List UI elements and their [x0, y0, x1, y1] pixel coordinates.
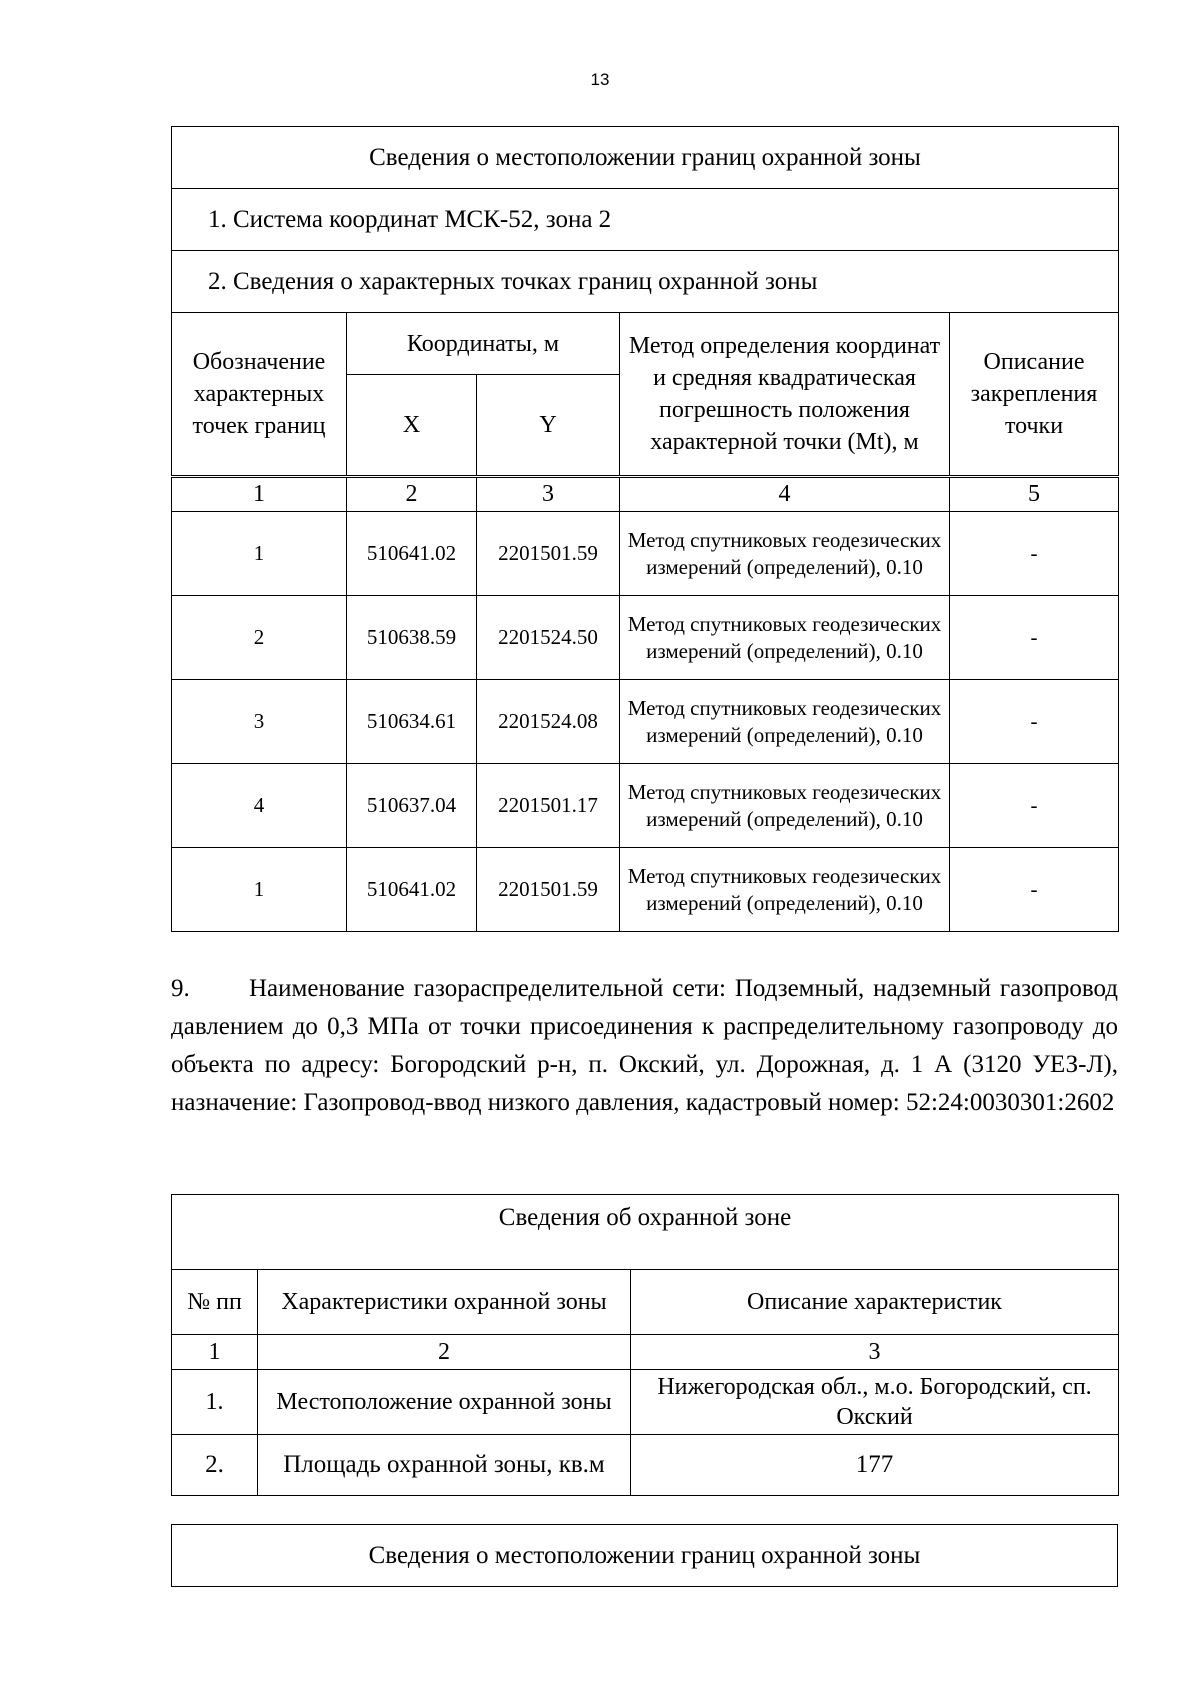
points-section-title: 2. Сведения о характерных точках границ охранной зоны	[172, 251, 1119, 313]
column-number: 1	[172, 477, 347, 512]
point-id: 4	[172, 764, 347, 848]
coordinate-system: 1. Система координат МСК-52, зона 2	[172, 189, 1119, 251]
header-x: X	[347, 375, 477, 477]
coord-y: 2201524.50	[477, 596, 620, 680]
column-number: 2	[258, 1335, 631, 1370]
method-cell: Метод спутниковых геодезических измерений (определений), 0.10	[620, 680, 950, 764]
table-row	[172, 512, 1119, 596]
header-characteristic-description: Описание характеристик	[631, 1270, 1119, 1335]
boundary-points-table	[171, 126, 1119, 932]
description-cell: -	[950, 764, 1119, 848]
table-row	[172, 1370, 1119, 1435]
method-cell: Метод спутниковых геодезических измерений (определений), 0.10	[620, 848, 950, 932]
coord-x: 510634.61	[347, 680, 477, 764]
header-characteristic: Характеристики охранной зоны	[258, 1270, 631, 1335]
header-coordinates: Координаты, м	[347, 313, 620, 375]
coord-y: 2201501.59	[477, 848, 620, 932]
column-number: 5	[950, 477, 1119, 512]
method-cell: Метод спутниковых геодезических измерений (определений), 0.10	[620, 512, 950, 596]
header-y: Y	[477, 375, 620, 477]
table-row	[172, 764, 1119, 848]
characteristic-cell: Местоположение охранной зоны	[258, 1370, 631, 1435]
table-row	[172, 596, 1119, 680]
header-number: № пп	[172, 1270, 258, 1335]
header-designation: Обозначение характерных точек границ	[172, 313, 347, 477]
column-number: 1	[172, 1335, 258, 1370]
coord-y: 2201501.17	[477, 764, 620, 848]
characteristic-value: 177	[631, 1435, 1119, 1496]
table-title: Сведения о местоположении границ охранной зоны	[172, 127, 1119, 189]
method-cell: Метод спутниковых геодезических измерений (определений), 0.10	[620, 596, 950, 680]
coord-y: 2201524.08	[477, 680, 620, 764]
description-cell: -	[950, 596, 1119, 680]
header-method: Метод определения координат и средняя квадратическая погрешность положения характерной точки (Mt), м	[620, 313, 950, 477]
table-title: Сведения об охранной зоне	[172, 1195, 1119, 1270]
table-row	[172, 1435, 1119, 1496]
paragraph-text: Наименование газораспределительной сети: Подземный, надземный газопровод давлением до 0,3 МПа от точки присоединения к распределительному газопроводу до объекта по адресу: Богородский р-н, п. Окский, ул. Дорожная, д. 1 А (3120 УЕЗ-Л), назначение: Газопровод-ввод низкого давления, кадастровый номер: 52:24:0030301:2602	[171, 975, 1118, 1116]
coord-x: 510641.02	[347, 512, 477, 596]
point-id: 1	[172, 848, 347, 932]
point-id: 1	[172, 512, 347, 596]
column-number: 4	[620, 477, 950, 512]
boundary-location-table	[171, 1524, 1118, 1587]
coord-x: 510637.04	[347, 764, 477, 848]
gas-network-paragraph	[171, 970, 1118, 1122]
paragraph-number: 9.	[171, 975, 190, 1002]
column-number: 3	[631, 1335, 1119, 1370]
method-cell: Метод спутниковых геодезических измерений (определений), 0.10	[620, 764, 950, 848]
column-number: 2	[347, 477, 477, 512]
coord-y: 2201501.59	[477, 512, 620, 596]
description-cell: -	[950, 680, 1119, 764]
characteristic-value: Нижегородская обл., м.о. Богородский, сп. Окский	[631, 1370, 1119, 1435]
header-description: Описание закрепления точки	[950, 313, 1119, 477]
row-number: 1.	[172, 1370, 258, 1435]
table-title: Сведения о местоположении границ охранной зоны	[172, 1525, 1118, 1587]
table-row	[172, 848, 1119, 932]
table-row	[172, 680, 1119, 764]
description-cell: -	[950, 848, 1119, 932]
coord-x: 510638.59	[347, 596, 477, 680]
characteristic-cell: Площадь охранной зоны, кв.м	[258, 1435, 631, 1496]
zone-info-table	[171, 1194, 1119, 1496]
description-cell: -	[950, 512, 1119, 596]
row-number: 2.	[172, 1435, 258, 1496]
point-id: 2	[172, 596, 347, 680]
point-id: 3	[172, 680, 347, 764]
page-number: 13	[590, 70, 610, 89]
coord-x: 510641.02	[347, 848, 477, 932]
column-number: 3	[477, 477, 620, 512]
